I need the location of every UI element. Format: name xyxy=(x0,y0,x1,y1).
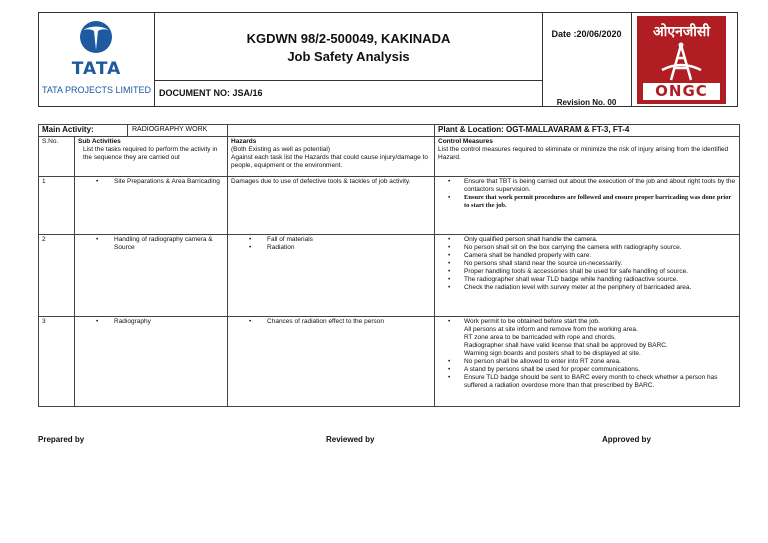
control-measure-item: • No person shall sit on the box carrying the camera with radiography source. xyxy=(464,244,736,252)
table-row xyxy=(39,177,740,235)
tata-logo xyxy=(39,13,154,106)
sub-activity-item: • Site Preparations & Area Barricading xyxy=(114,178,224,186)
hazard-item: • Chances of radiation effect to the person xyxy=(267,318,431,326)
control-measure-item: • Camera shall be handled properly with care. xyxy=(464,252,736,260)
sub-activity-item: • Handling of radiography camera & Source xyxy=(114,236,224,252)
control-measure-item: • Only qualified person shall handle the camera. xyxy=(464,236,736,244)
row-sno: 1 xyxy=(39,177,75,235)
control-measure-item: • Ensure TLD badge should be sent to BARC every month to check whether a person has suffered a radiation overdose more than that prescribed by BARC. xyxy=(464,374,736,390)
hazard-list xyxy=(231,236,431,252)
control-measure-item: Radiographer shall have valid license that shall be approved by BARC. xyxy=(464,342,668,349)
reviewed-by-label: Reviewed by xyxy=(326,435,375,444)
table-row xyxy=(39,235,740,317)
divider xyxy=(631,13,632,106)
control-measure-item: • Proper handling tools & accessories shall be used for safe handling of source. xyxy=(464,268,736,276)
control-measure-item: • The radiographer shall wear TLD badge while handling radioactive source. xyxy=(464,276,736,284)
hazard-list xyxy=(231,318,431,326)
company-wordmark: TATA xyxy=(71,59,122,79)
sub-activity-list xyxy=(78,178,224,186)
ongc-hindi-wordmark: ओएनजीसी xyxy=(653,24,710,40)
control-measure-item: Warning sign boards and posters shall to be displayed at site. xyxy=(464,350,641,357)
hazard-item: • Fall of materials xyxy=(267,236,431,244)
hazards-header xyxy=(228,137,435,177)
sno-header: S.No. xyxy=(39,137,75,177)
control-measure-item: • No person shall be allowed to enter into RT zone area. xyxy=(464,358,736,366)
row-sno: 2 xyxy=(39,235,75,317)
control-measure-item: • A stand by persons shall be used for proper communications. xyxy=(464,366,736,374)
hazards-title: Hazards xyxy=(231,138,257,145)
divider xyxy=(542,13,543,106)
ongc-wordmark: ONGC xyxy=(643,83,720,100)
company-subtitle: TATA PROJECTS LIMITED xyxy=(41,85,151,95)
control-measure-item: • Work permit to be obtained before start the job. xyxy=(464,318,736,326)
row-sno: 3 xyxy=(39,317,75,407)
document-header xyxy=(38,12,738,107)
sub-activities-header xyxy=(75,137,228,177)
sub-activities-description: List the tasks required to perform the activity in the sequence they are carried out xyxy=(83,146,218,161)
control-measures-title: Control Measures xyxy=(438,138,493,145)
column-header-row xyxy=(39,137,740,177)
oil-rig-icon xyxy=(659,42,704,82)
control-measure-item: • No persons shall stand near the source un-necessarily. xyxy=(464,260,736,268)
control-measure-list xyxy=(438,318,736,390)
plant-location: Plant & Location: OGT-MALLAVARAM & FT-3, FT-4 xyxy=(435,125,740,137)
sub-activities-title: Sub Activities xyxy=(78,138,121,145)
control-measures-description: List the control measures required to eliminate or minimize the risk of injury arising from the identified Hazard. xyxy=(438,146,729,161)
control-measures-header xyxy=(435,137,740,177)
sub-activity-list xyxy=(78,318,224,326)
control-measure-list xyxy=(438,178,736,210)
approved-by-label: Approved by xyxy=(602,435,651,444)
control-measure-item: • Check the radiation level with survey meter at the periphery of barricaded area. xyxy=(464,284,736,292)
revision-number: Revision No. 00 xyxy=(556,98,617,107)
main-activity-label: Main Activity: xyxy=(42,125,94,134)
ongc-logo xyxy=(637,16,726,104)
main-activity-value: RADIOGRAPHY WORK xyxy=(127,125,227,136)
sub-activity-list xyxy=(78,236,224,252)
sub-activity-item: • Radiography xyxy=(114,318,224,326)
control-measure-item: RT zone area to be barricaded with rope and chords. xyxy=(464,334,616,341)
table-row xyxy=(39,317,740,407)
hazard-item: Radiation xyxy=(267,244,295,251)
document-date: Date :20/06/2020 xyxy=(551,29,622,39)
control-measure-item: All persons at site inform and remove from the working area. xyxy=(464,326,638,333)
control-measure-item: • Ensure that TBT is being carried out about the execution of the job and about right tools by the contactors supervision. xyxy=(464,178,736,194)
control-measure-item: • Ensure that work permit procedures are followed and ensure proper barricading was done prior to start the job. xyxy=(464,194,736,210)
main-activity-row xyxy=(39,125,740,137)
document-title: Job Safety Analysis xyxy=(287,49,410,64)
hazard-text: Damages due to use of defective tools & tackles of job activity. xyxy=(228,177,435,235)
document-number: DOCUMENT NO: JSA/16 xyxy=(159,88,263,98)
prepared-by-label: Prepared by xyxy=(38,435,85,444)
tata-emblem-icon xyxy=(39,13,154,59)
job-safety-analysis-table xyxy=(38,124,740,407)
project-title: KGDWN 98/2-500049, KAKINADA xyxy=(246,31,451,46)
hazards-description-2: Against each task list the Hazards that could cause injury/damage to people, equipment or the environment. xyxy=(231,154,428,169)
hazard-item-continued xyxy=(267,244,431,252)
hazards-description-1: (Both Existing as well as potential) xyxy=(231,146,331,153)
control-measure-list xyxy=(438,236,736,292)
divider xyxy=(154,80,542,81)
